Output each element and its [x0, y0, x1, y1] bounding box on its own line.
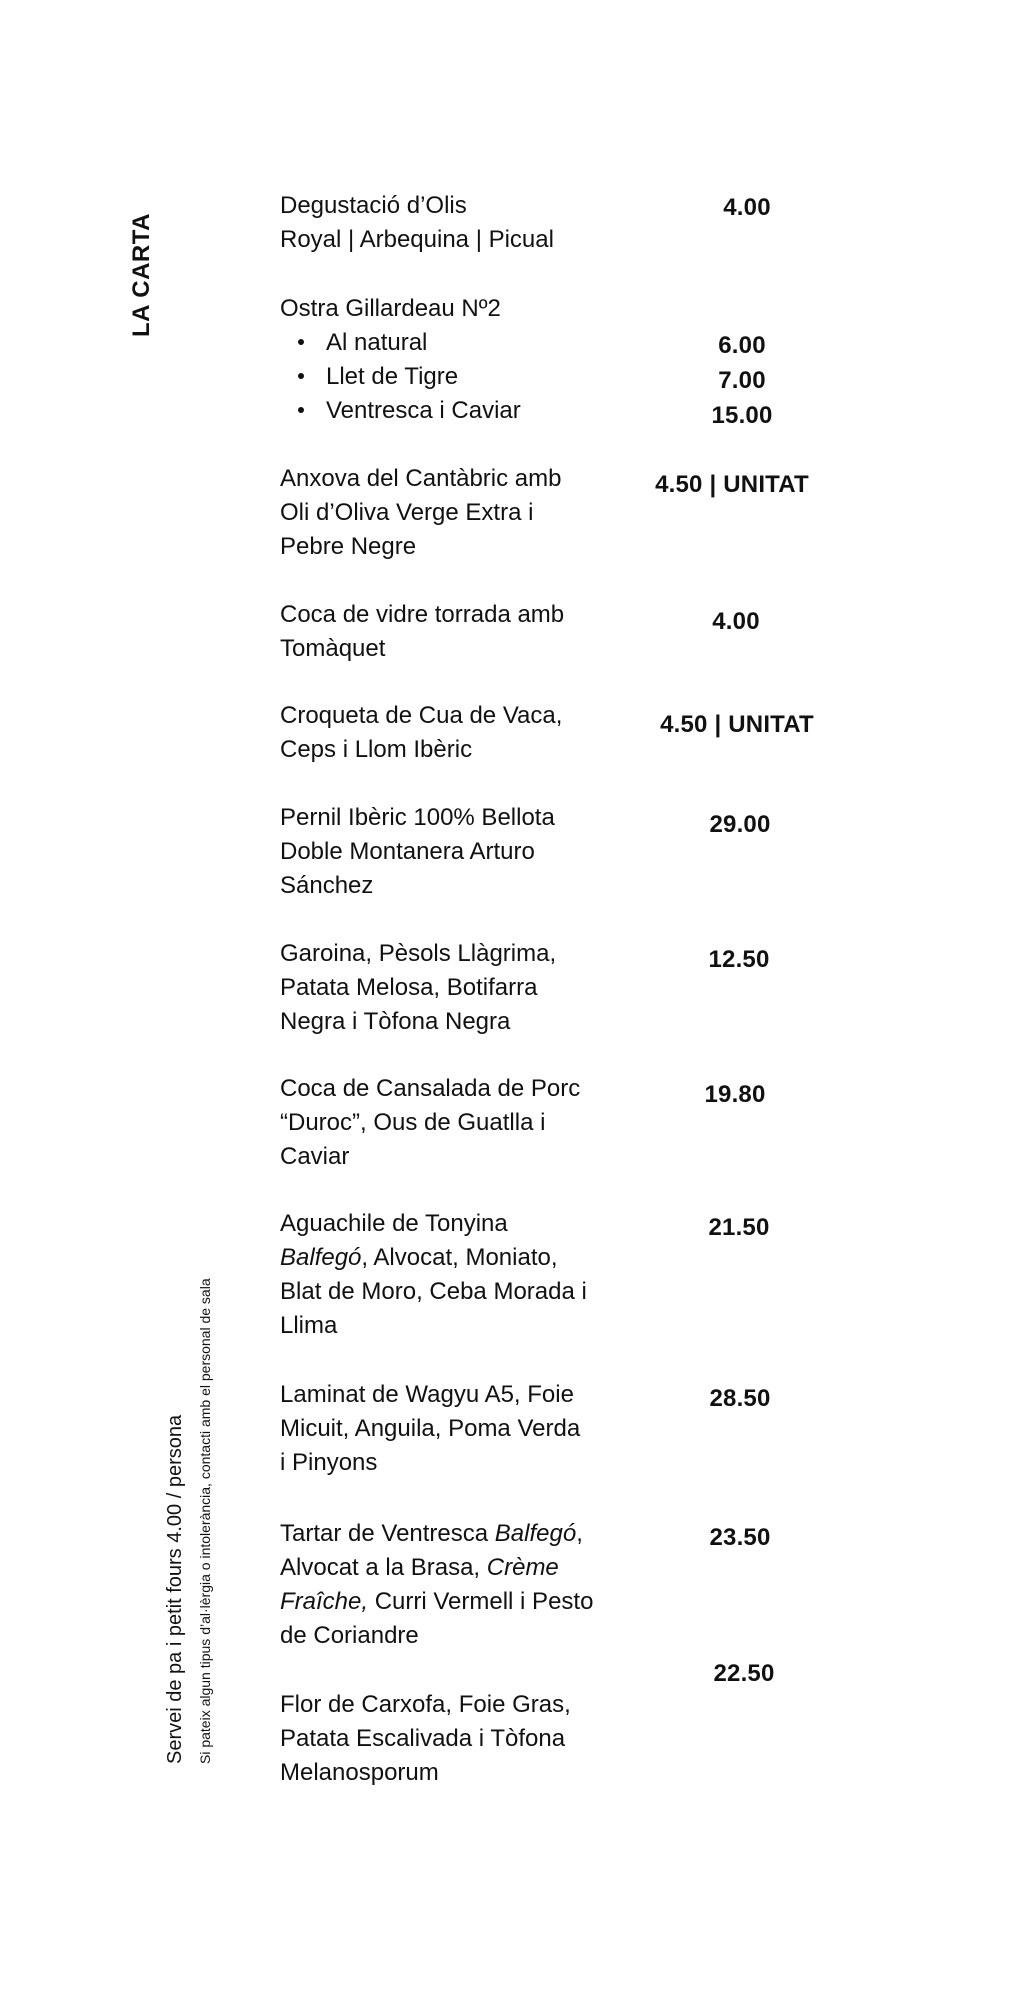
item-line: de Coriandre — [280, 1622, 419, 1649]
item-line — [280, 1585, 630, 1619]
item-text: , Alvocat, Moniato, — [361, 1244, 558, 1271]
item-text: Tartar de Ventresca — [280, 1520, 495, 1547]
item-text: Alvocat a la Brasa, — [280, 1554, 487, 1581]
option-price: 15.00 — [711, 402, 773, 429]
allergy-note: Si pateix algun tipus d’al·lèrgia o intolerància, contacti amb el personal de sala — [197, 1278, 213, 1764]
menu-item-coca-de-vidre — [280, 598, 630, 666]
item-price: 22.50 — [713, 1660, 775, 1687]
item-text: Curri Vermell i Pesto — [368, 1588, 594, 1615]
menu-item-olive-oil-tasting — [280, 189, 630, 257]
page-title: LA CARTA — [128, 213, 155, 337]
menu-item-coca-cansalada — [280, 1072, 630, 1174]
menu-item-croqueta — [280, 699, 630, 767]
item-price: 4.00 — [712, 608, 760, 635]
item-price: 28.50 — [709, 1385, 771, 1412]
menu-item-pernil — [280, 801, 630, 903]
option-label: Ventresca i Caviar — [326, 397, 521, 424]
item-price: 12.50 — [708, 946, 770, 973]
item-price: 4.00 — [723, 194, 771, 221]
item-line — [280, 1517, 630, 1551]
bullet-icon — [298, 407, 304, 413]
item-line: Anxova del Cantàbric amb — [280, 465, 562, 492]
item-line: Tomàquet — [280, 635, 386, 662]
item-text: , — [576, 1520, 583, 1547]
item-price: 21.50 — [708, 1214, 770, 1241]
item-italic-text: Balfegó — [494, 1520, 577, 1547]
item-line: Micuit, Anguila, Poma Verda — [280, 1415, 581, 1442]
item-line: Ostra Gillardeau Nº2 — [280, 295, 501, 322]
option-row — [280, 326, 630, 360]
item-line: Croqueta de Cua de Vaca, — [280, 702, 563, 729]
item-line: Blat de Moro, Ceba Morada i — [280, 1278, 587, 1305]
item-line: i Pinyons — [280, 1449, 378, 1476]
item-price: 19.80 — [704, 1081, 766, 1108]
item-line: Degustació d’Olis — [280, 192, 467, 219]
item-line — [280, 1551, 630, 1585]
item-line: Negra i Tòfona Negra — [280, 1008, 511, 1035]
item-line: Pebre Negre — [280, 533, 417, 560]
option-price: 7.00 — [718, 367, 766, 394]
item-line: Flor de Carxofa, Foie Gras, — [280, 1691, 571, 1718]
item-line: Garoina, Pèsols Llàgrima, — [280, 940, 557, 967]
item-line: Laminat de Wagyu A5, Foie — [280, 1381, 574, 1408]
bread-service-note: Servei de pa i petit fours 4.00 / persona — [164, 1414, 186, 1764]
item-italic-text: Crème — [486, 1554, 559, 1581]
item-price: 29.00 — [709, 811, 771, 838]
item-italic-text: Balfegó — [280, 1244, 362, 1271]
option-label: Al natural — [326, 329, 428, 356]
item-line: Caviar — [280, 1143, 350, 1170]
menu-item-oyster — [280, 292, 630, 428]
item-line: Aguachile de Tonyina — [280, 1210, 508, 1237]
option-row — [280, 360, 630, 394]
item-line: Ceps i Llom Ibèric — [280, 736, 473, 763]
item-line: Doble Montanera Arturo — [280, 838, 535, 865]
item-line: Oli d’Oliva Verge Extra i — [280, 499, 534, 526]
option-row — [280, 394, 630, 428]
item-line: Coca de vidre torrada amb — [280, 601, 565, 628]
menu-item-aguachile — [280, 1207, 630, 1343]
item-line: Royal | Arbequina | Picual — [280, 226, 554, 253]
item-line: “Duroc”, Ous de Guatlla i — [280, 1109, 546, 1136]
menu-item-wagyu — [280, 1378, 630, 1480]
item-italic-text: Fraîche, — [280, 1588, 369, 1615]
item-line: Sánchez — [280, 872, 374, 899]
item-line: Patata Escalivada i Tòfona — [280, 1725, 566, 1752]
item-line — [280, 1241, 630, 1275]
option-label: Llet de Tigre — [326, 363, 459, 390]
menu-item-tartar — [280, 1517, 630, 1653]
item-price: 23.50 — [709, 1524, 771, 1551]
item-price: 4.50 | UNITAT — [660, 711, 814, 738]
menu-item-garoina — [280, 937, 630, 1039]
item-line: Patata Melosa, Botifarra — [280, 974, 538, 1001]
menu-item-anchovy — [280, 462, 630, 564]
item-line: Llima — [280, 1312, 338, 1339]
option-price: 6.00 — [718, 332, 766, 359]
menu-item-carxofa — [280, 1688, 630, 1790]
bullet-icon — [298, 339, 304, 345]
item-line: Coca de Cansalada de Porc — [280, 1075, 581, 1102]
item-line: Melanosporum — [280, 1759, 439, 1786]
item-price: 4.50 | UNITAT — [655, 471, 809, 498]
item-line: Pernil Ibèric 100% Bellota — [280, 804, 555, 831]
bullet-icon — [298, 373, 304, 379]
